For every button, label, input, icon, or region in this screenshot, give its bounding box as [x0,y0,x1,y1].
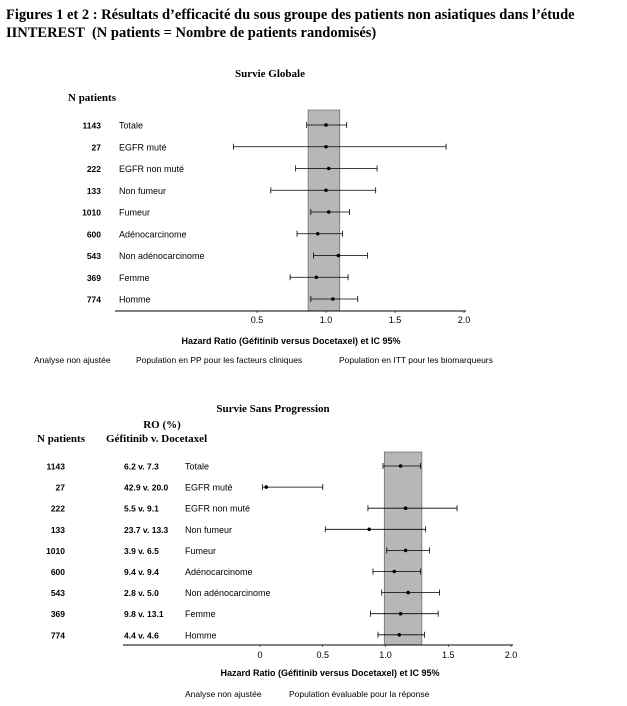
chart-2-row-9-ro: 4.4 v. 4.6 [124,630,159,641]
chart-2-footnote-1: Analyse non ajustée [185,689,262,699]
chart-1-row-8-point [315,275,319,279]
chart-2-row-5-n: 1010 [46,545,65,556]
chart-2-x-tick-label-3: 1.0 [379,650,392,660]
chart-1-plot [82,110,470,325]
chart-2-title: Survie Sans Progression [216,403,330,415]
chart-2-row-6-n: 600 [50,567,65,577]
chart-2-row-4-ro: 23.7 v. 13.3 [124,524,169,535]
chart-1-title: Survie Globale [235,68,305,80]
chart-2-row-1-n: 1143 [46,461,65,472]
chart-2-x-tick-label-5: 2.0 [504,650,518,660]
chart-1-row-4-point [324,188,328,192]
chart-2-row-4-n: 133 [50,524,65,535]
chart-2-row-4-label: Non fumeur [185,524,233,535]
chart-2-row-5-point [404,549,408,553]
chart-2-x-tick-label-2: 0.5 [316,650,330,660]
chart-1-row-6-label: Adénocarcinome [119,229,187,240]
chart-2-ro-header: RO (%) [143,419,181,431]
chart-1-row-3-point [327,167,331,171]
chart-2-row-7-n: 543 [50,588,65,599]
chart-2-row-8-ro: 9.8 v. 13.1 [124,609,164,620]
chart-2-row-1-label: Totale [185,461,210,472]
chart-2-x-axis-label: Hazard Ratio (Géfitinib versus Docetaxel) et IC 95% [220,668,440,678]
chart-2-row-6-label: Adénocarcinome [185,567,253,577]
chart-2-row-7-label: Non adénocarcinome [185,588,271,599]
chart-1-footnote-1: Analyse non ajustée [34,355,111,365]
chart-1-x-tick-label-2: 1.0 [319,315,333,325]
chart-1-row-9-label: Homme [119,294,151,305]
chart-2-row-7-ro: 2.8 v. 5.0 [124,588,159,599]
chart-2-row-8-point [399,612,403,616]
page-title-line-1: Figures 1 et 2 : Résultats d’efficacité du sous groupe des patients non asiatiques dans l’étude [6,7,575,23]
chart-1-x-tick-label-3: 1.5 [388,315,402,325]
chart-2-row-8-n: 369 [50,609,65,620]
chart-1-row-8-n: 369 [86,272,101,283]
page-title-line-2: IINTEREST (N patients = Nombre de patients randomisés) [6,25,377,41]
chart-1-row-1-label: Totale [119,120,144,131]
chart-2-row-6-point [392,570,396,574]
chart-1-reference-band [308,110,340,311]
chart-2-plot [46,452,517,660]
chart-2-row-2-point [264,485,268,489]
chart-1-row-1-point [324,123,328,127]
chart-1-row-7-n: 543 [86,251,101,261]
chart-1-row-2-label: EGFR muté [119,142,167,153]
chart-2-row-2-n: 27 [55,482,65,493]
chart-2-ro-subheader: Géfitinib v. Docetaxel [106,433,208,445]
chart-1-row-6-n: 600 [86,229,101,240]
chart-1-row-7-label: Non adénocarcinome [119,251,205,261]
chart-2-row-5-ro: 3.9 v. 6.5 [124,545,159,556]
chart-2-n-header: N patients [37,433,85,445]
chart-1-footnote-3: Population en ITT pour les biomarqueurs [339,355,493,365]
chart-2-row-5-label: Fumeur [185,545,217,556]
chart-1-x-tick-label-4: 2.0 [457,315,471,325]
chart-1-row-9-point [331,297,335,301]
chart-1-row-8-label: Femme [119,272,150,283]
chart-2-row-9-n: 774 [50,630,65,641]
chart-1-row-6-point [316,232,320,236]
chart-2-row-6-ro: 9.4 v. 9.4 [124,567,159,577]
chart-1-row-5-point [327,210,331,214]
chart-1-row-2-point [324,145,328,149]
chart-2-footnote-2: Population évaluable pour la réponse [289,689,430,699]
chart-2-row-8-label: Femme [185,609,216,620]
chart-1-x-tick-label-1: 0.5 [250,315,264,325]
chart-1-row-3-label: EGFR non muté [119,164,185,174]
chart-2-x-tick-label-1: 0 [257,650,263,660]
chart-1-row-3-n: 222 [86,164,101,174]
chart-2-row-2-label: EGFR muté [185,482,233,493]
chart-1-row-2-n: 27 [91,142,101,153]
chart-1-footnote-2: Population en PP pour les facteurs cliniques [136,355,303,365]
chart-1-row-1-n: 1143 [82,120,101,131]
chart-2-row-2-ro: 42.9 v. 20.0 [124,482,169,493]
chart-1-n-header: N patients [68,92,116,104]
chart-2-row-1-ro: 6.2 v. 7.3 [124,461,159,472]
chart-2-row-3-point [404,506,408,510]
chart-2-row-3-label: EGFR non muté [185,503,251,514]
chart-2-row-9-label: Homme [185,630,217,641]
chart-2-row-3-n: 222 [50,503,65,514]
chart-2-row-9-point [398,633,402,637]
chart-2-reference-band [384,452,422,645]
chart-2-row-1-point [399,464,403,468]
chart-2-row-4-point [367,528,371,532]
chart-2-row-3-ro: 5.5 v. 9.1 [124,503,159,514]
chart-1-x-axis-label: Hazard Ratio (Géfitinib versus Docetaxel) et IC 95% [181,336,401,346]
chart-1-row-7-point [337,254,341,258]
chart-2-row-7-point [406,591,410,595]
chart-1-row-4-n: 133 [86,185,101,196]
chart-1-row-4-label: Non fumeur [119,185,167,196]
chart-2-x-tick-label-4: 1.5 [441,650,455,660]
chart-1-row-5-label: Fumeur [119,207,151,218]
chart-1-row-5-n: 1010 [82,207,101,218]
chart-1-row-9-n: 774 [86,294,101,305]
